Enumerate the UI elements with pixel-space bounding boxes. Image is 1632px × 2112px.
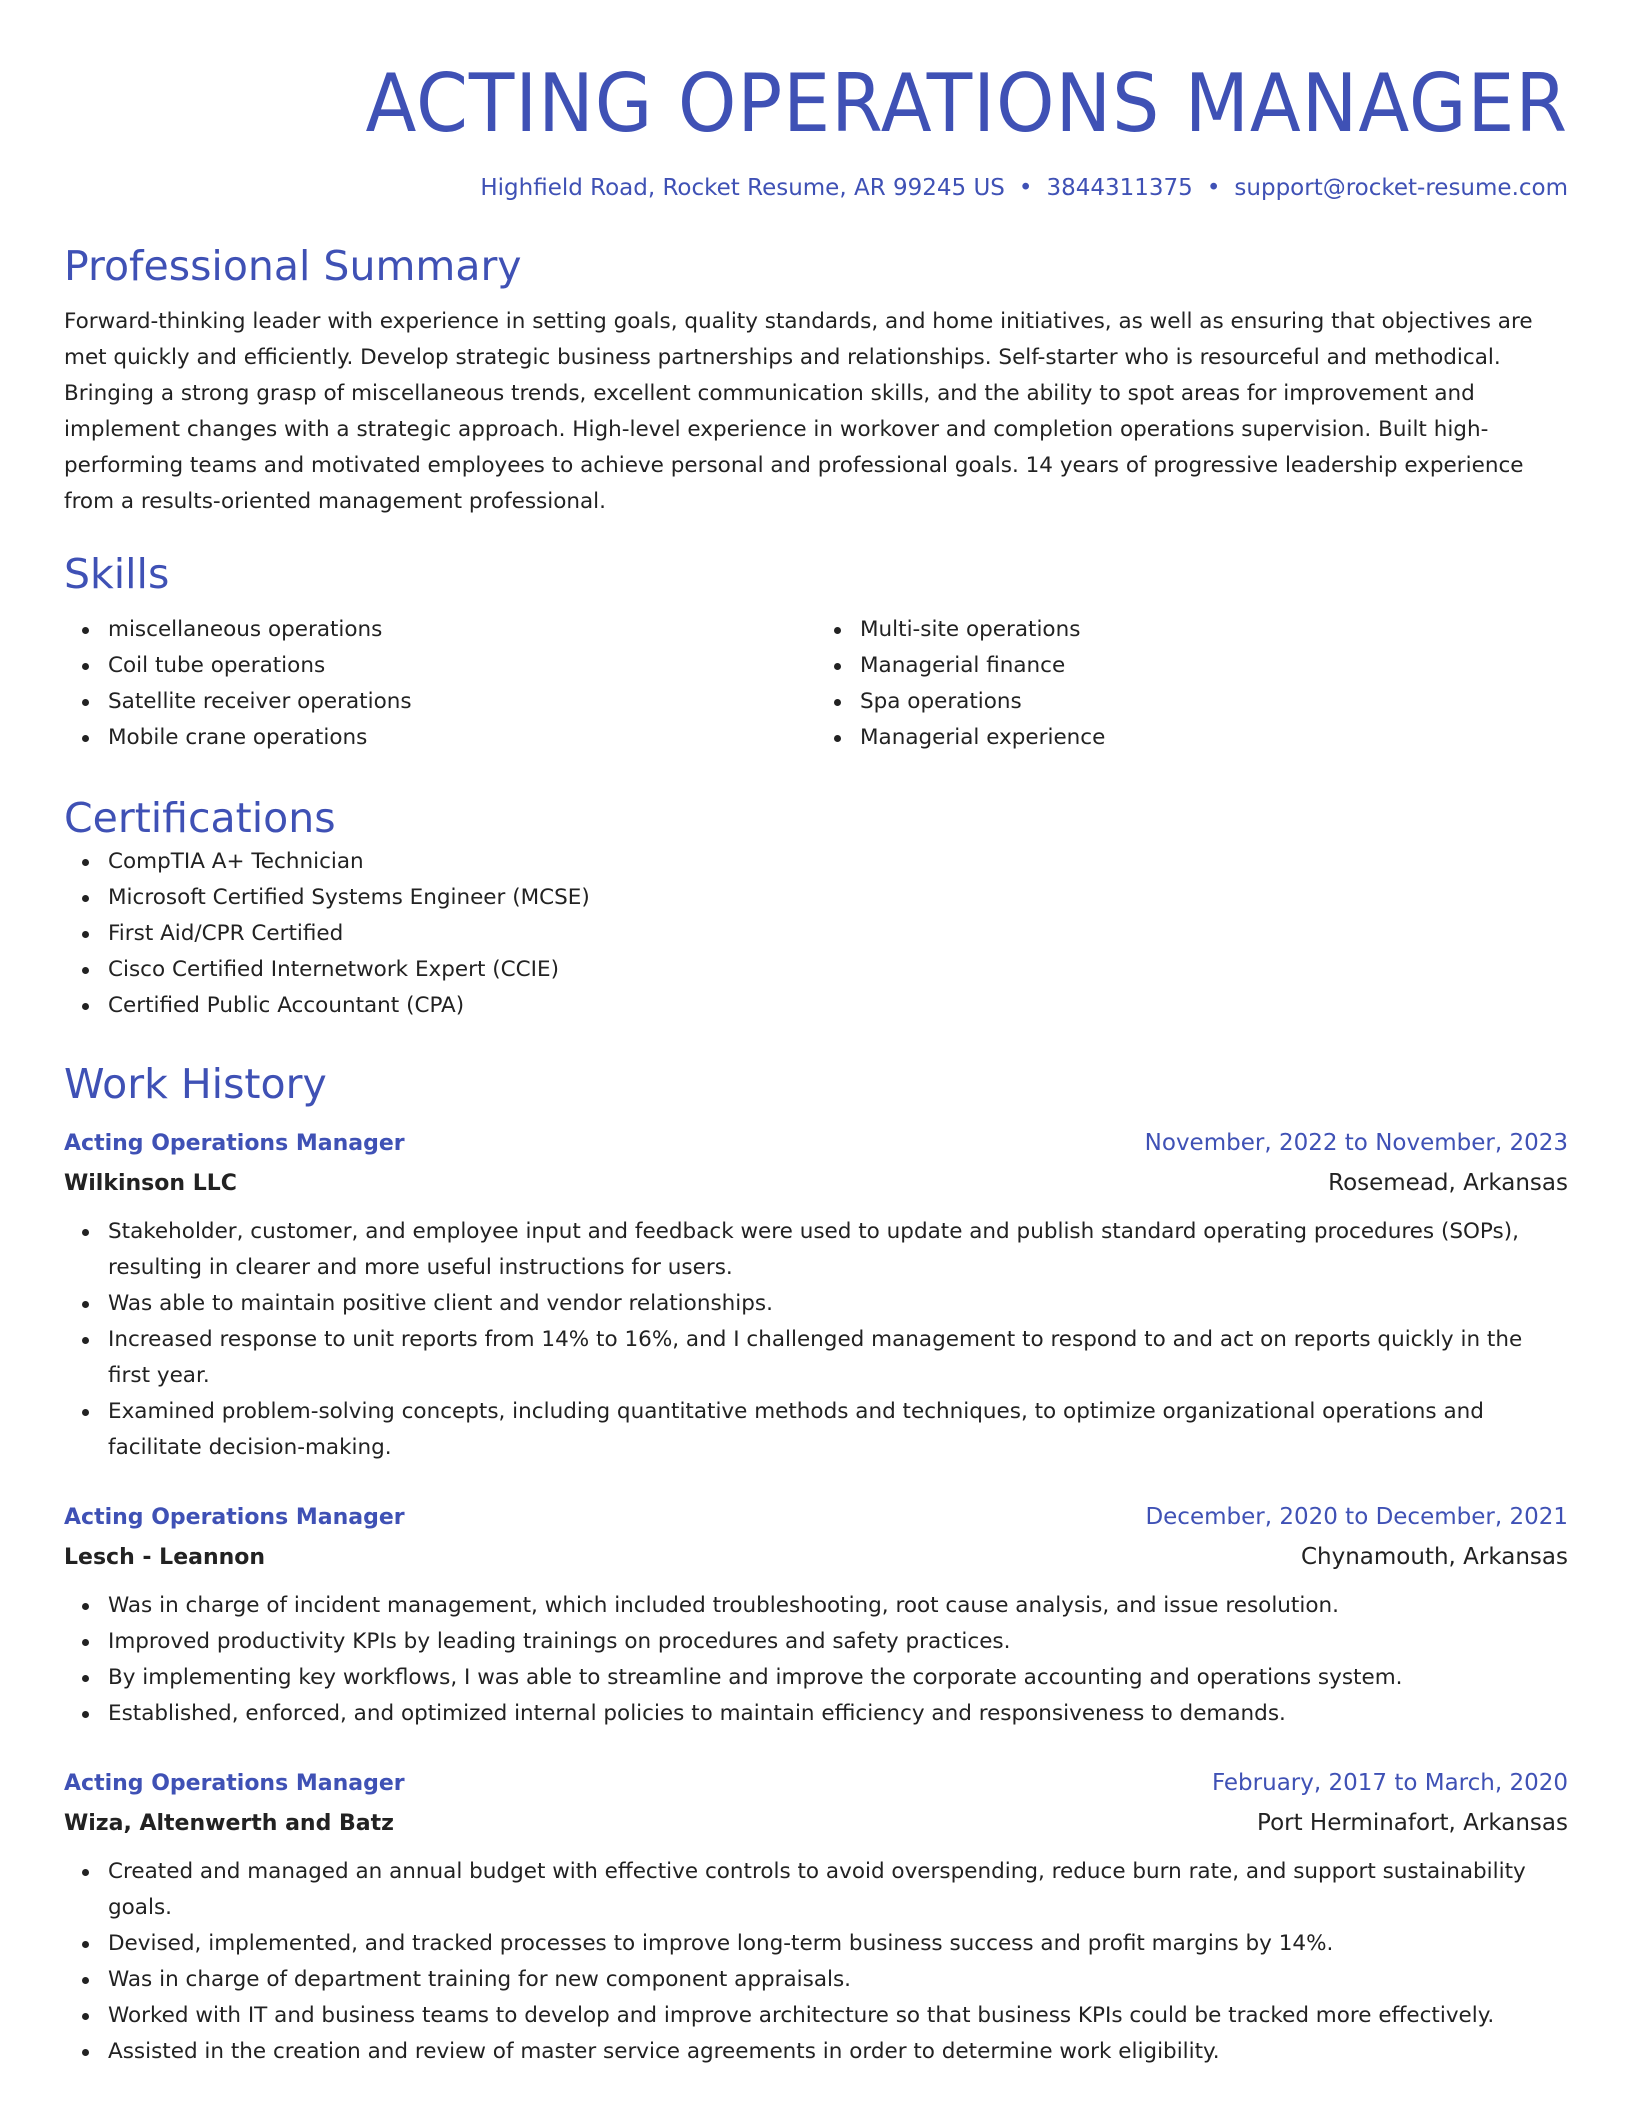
summary-heading: Professional Summary [64, 242, 522, 290]
skills-columns [64, 612, 1568, 756]
certification-item: First Aid/CPR Certified [108, 916, 1568, 952]
job-bullet: Increased response to unit reports from 14% to 16%, and I challenged management to respond to and act on reports quickly in the first year. [108, 1322, 1568, 1394]
job-company-row [64, 1803, 1568, 1844]
skill-item: miscellaneous operations [108, 612, 816, 648]
job-title: Acting Operations Manager [64, 1505, 405, 1530]
job-bullet: Created and managed an annual budget with effective controls to avoid overspending, reduce burn rate, and support sustainability goals. [108, 1854, 1568, 1926]
job-bullet: Worked with IT and business teams to develop and improve architecture so that business KPIs could be tracked more effectively. [108, 1998, 1568, 2034]
contact-address: Highfield Road, Rocket Resume, AR 99245 US [480, 175, 1005, 201]
work-history-heading: Work History [64, 1060, 327, 1108]
skill-item: Satellite receiver operations [108, 684, 816, 720]
job-bullet: By implementing key workflows, I was able to streamline and improve the corporate accounting and operations system. [108, 1660, 1568, 1696]
job-bullet: Examined problem-solving concepts, including quantitative methods and techniques, to optimize organizational operations and facilitate decision-making. [108, 1394, 1568, 1466]
job-title: Acting Operations Manager [64, 1771, 405, 1796]
job-bullets [64, 1588, 1568, 1732]
job-bullet: Devised, implemented, and tracked processes to improve long-term business success and profit margins by 14%. [108, 1926, 1568, 1962]
skill-item: Managerial experience [860, 720, 1568, 756]
certifications-heading: Certifications [64, 794, 336, 842]
job-dates: November, 2022 to November, 2023 [1144, 1130, 1568, 1156]
job-bullet: Was in charge of incident management, which included troubleshooting, root cause analysis, and issue resolution. [108, 1588, 1568, 1624]
resume-name: ACTING OPERATIONS MANAGER [365, 57, 1568, 150]
certification-item: Cisco Certified Internetwork Expert (CCIE) [108, 952, 1568, 988]
job-company-row [64, 1163, 1568, 1204]
job-company: Lesch - Leannon [64, 1545, 266, 1570]
job-entry [64, 1764, 1568, 2070]
job-bullet: Was able to maintain positive client and vendor relationships. [108, 1286, 1568, 1322]
skills-list-right [816, 612, 1568, 756]
skill-item: Managerial finance [860, 648, 1568, 684]
skill-item: Spa operations [860, 684, 1568, 720]
job-bullets [64, 1214, 1568, 1466]
job-bullets [64, 1854, 1568, 2070]
job-bullet: Assisted in the creation and review of master service agreements in order to determine work eligibility. [108, 2034, 1568, 2070]
skill-item: Coil tube operations [108, 648, 816, 684]
skill-item: Mobile crane operations [108, 720, 816, 756]
job-dates: February, 2017 to March, 2020 [1211, 1770, 1568, 1796]
contact-separator: • [1206, 175, 1221, 201]
job-entry [64, 1498, 1568, 1732]
job-location: Chynamouth, Arkansas [1300, 1544, 1568, 1570]
contact-phone: 3844311375 [1046, 175, 1193, 201]
resume-page [64, 0, 1568, 2070]
job-company: Wilkinson LLC [64, 1171, 237, 1196]
job-location: Rosemead, Arkansas [1328, 1170, 1568, 1196]
skill-item: Multi-site operations [860, 612, 1568, 648]
job-bullet: Stakeholder, customer, and employee input and feedback were used to update and publish standard operating procedures (SOPs), resulting in clearer and more useful instructions for users. [108, 1214, 1568, 1286]
contact-email: support@rocket-resume.com [1234, 175, 1568, 201]
job-entry [64, 1124, 1568, 1466]
job-title: Acting Operations Manager [64, 1131, 405, 1156]
contact-separator: • [1018, 175, 1033, 201]
job-bullet: Was in charge of department training for new component appraisals. [108, 1962, 1568, 1998]
job-company: Wiza, Altenwerth and Batz [64, 1811, 394, 1836]
certification-item: CompTIA A+ Technician [108, 844, 1568, 880]
skills-heading: Skills [64, 550, 170, 598]
job-header-row [64, 1124, 1568, 1163]
job-dates: December, 2020 to December, 2021 [1145, 1504, 1568, 1530]
job-location: Port Herminafort, Arkansas [1257, 1810, 1568, 1836]
certifications-list [64, 844, 1568, 1024]
job-company-row [64, 1537, 1568, 1578]
contact-line [64, 172, 1568, 204]
job-header-row [64, 1764, 1568, 1803]
summary-text: Forward-thinking leader with experience in setting goals, quality standards, and home initiatives, as well as ensuring that objectives are met quickly and efficiently. Develop strategic business partnerships and relationships. Self-starter who is resourceful and methodical. Bringing a strong grasp of miscellaneous trends, excellent communication skills, and the ability to spot areas for improvement and implement changes with a strategic approach. High-level experience in workover and completion operations supervision. Built high-performing teams and motivated employees to achieve personal and professional goals. 14 years of progressive leadership experience from a results-oriented management professional. [64, 309, 1533, 514]
certification-item: Certified Public Accountant (CPA) [108, 988, 1568, 1024]
skills-list-left [64, 612, 816, 756]
job-header-row [64, 1498, 1568, 1537]
job-bullet: Improved productivity KPIs by leading trainings on procedures and safety practices. [108, 1624, 1568, 1660]
job-bullet: Established, enforced, and optimized internal policies to maintain efficiency and responsiveness to demands. [108, 1696, 1568, 1732]
certification-item: Microsoft Certified Systems Engineer (MCSE) [108, 880, 1568, 916]
